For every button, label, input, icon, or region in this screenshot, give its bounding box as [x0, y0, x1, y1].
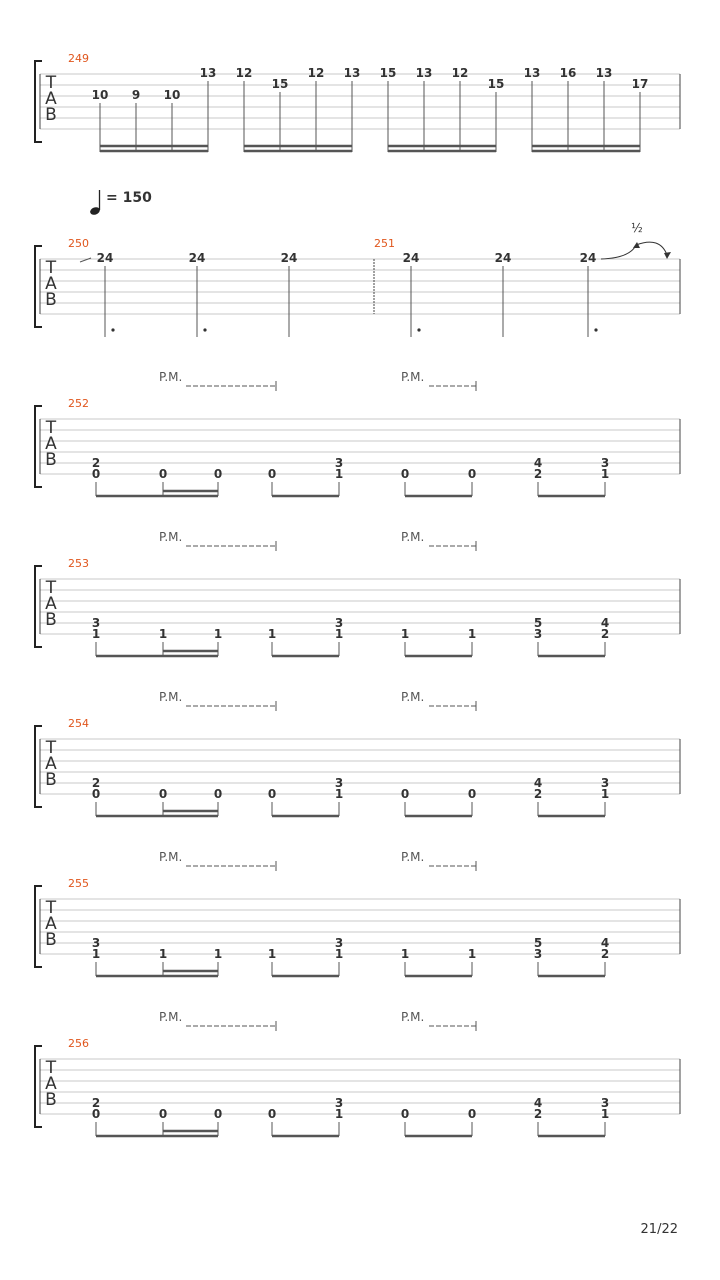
fret-number: 1	[213, 627, 223, 641]
fret-number: 1	[267, 627, 277, 641]
dot	[203, 328, 206, 331]
fret-number: 3	[334, 616, 344, 630]
fret-number: 3	[91, 616, 101, 630]
palm-mute-label: P.M.	[159, 850, 183, 864]
palm-mute-label: P.M.	[159, 690, 183, 704]
fret-number: 1	[91, 627, 101, 641]
fret-number: 0	[467, 787, 477, 801]
system-bracket	[35, 61, 42, 142]
tab-letter: B	[45, 610, 57, 630]
fret-number: 0	[158, 1107, 168, 1121]
fret-number: 0	[91, 467, 101, 481]
tab-letter: A	[45, 914, 57, 934]
bend-arrow	[601, 245, 636, 259]
dot	[417, 328, 420, 331]
fret-number: 9	[131, 88, 141, 102]
fret-number: 24	[280, 251, 298, 265]
fret-number: 24	[188, 251, 206, 265]
system-bracket	[35, 886, 42, 967]
fret-number: 1	[600, 467, 610, 481]
measure-number: 256	[68, 1037, 89, 1050]
fret-number: 24	[579, 251, 597, 265]
tab-letter: T	[45, 73, 57, 93]
tab-letter: T	[45, 898, 57, 918]
arrow-head	[633, 242, 640, 248]
staff-system	[35, 1010, 680, 1136]
fret-number: 1	[400, 627, 410, 641]
fret-number: 3	[533, 627, 543, 641]
fret-number: 1	[91, 947, 101, 961]
fret-number: 1	[467, 947, 477, 961]
fret-number: 3	[334, 776, 344, 790]
tempo-value: = 150	[106, 190, 152, 206]
fret-number: 13	[199, 66, 217, 80]
fret-number: 0	[267, 1107, 277, 1121]
fret-number: 0	[267, 467, 277, 481]
fret-number: 0	[158, 787, 168, 801]
system-bracket	[35, 406, 42, 487]
fret-number: 4	[533, 776, 543, 790]
staff-system	[35, 190, 680, 337]
fret-number: 2	[533, 1107, 543, 1121]
fret-number: 12	[235, 66, 253, 80]
fret-number: 3	[334, 456, 344, 470]
fret-number: 0	[400, 467, 410, 481]
fret-number: 0	[213, 787, 223, 801]
measure-number: 252	[68, 397, 89, 410]
tab-letter: B	[45, 450, 57, 470]
page-number: 21/22	[640, 1222, 678, 1237]
fret-number: 1	[334, 627, 344, 641]
release-arrow	[636, 242, 667, 255]
palm-mute-label: P.M.	[401, 1010, 425, 1024]
tab-letter: T	[45, 258, 57, 278]
fret-number: 1	[467, 627, 477, 641]
fret-number: 3	[600, 1096, 610, 1110]
fret-number: 2	[600, 627, 610, 641]
tab-letter: T	[45, 738, 57, 758]
fret-number: 1	[158, 627, 168, 641]
fret-number: 0	[400, 787, 410, 801]
tab-letter: B	[45, 1090, 57, 1110]
system-bracket	[35, 1046, 42, 1127]
measure-number: 249	[68, 52, 89, 65]
fret-number: 13	[523, 66, 541, 80]
fret-number: 0	[467, 1107, 477, 1121]
palm-mute-label: P.M.	[401, 850, 425, 864]
fret-number: 16	[559, 66, 577, 80]
fret-number: 12	[451, 66, 469, 80]
dot	[111, 328, 114, 331]
staff-system	[35, 52, 680, 152]
fret-number: 3	[334, 1096, 344, 1110]
fret-number: 3	[91, 936, 101, 950]
fret-number: 2	[91, 456, 101, 470]
palm-mute-label: P.M.	[401, 690, 425, 704]
arrow-head	[664, 252, 671, 259]
fret-number: 0	[213, 467, 223, 481]
measure-number: 250	[68, 237, 89, 250]
fret-number: 13	[595, 66, 613, 80]
fret-number: 5	[533, 616, 543, 630]
staff-system	[35, 690, 680, 816]
tab-letter: A	[45, 89, 57, 109]
tab-letter: A	[45, 434, 57, 454]
tab-letter: T	[45, 578, 57, 598]
fret-number: 1	[334, 1107, 344, 1121]
fret-number: 24	[494, 251, 512, 265]
fret-number: 5	[533, 936, 543, 950]
fret-number: 13	[343, 66, 361, 80]
palm-mute-label: P.M.	[159, 530, 183, 544]
fret-number: 0	[267, 787, 277, 801]
fret-number: 2	[533, 787, 543, 801]
tab-letter: B	[45, 290, 57, 310]
palm-mute-label: P.M.	[159, 1010, 183, 1024]
fret-number: 0	[91, 787, 101, 801]
fret-number: 15	[379, 66, 397, 80]
fret-number: 4	[600, 936, 610, 950]
fret-number: 13	[415, 66, 433, 80]
tab-letter: T	[45, 1058, 57, 1078]
fret-number: 0	[158, 467, 168, 481]
system-bracket	[35, 246, 42, 327]
fret-number: 1	[158, 947, 168, 961]
fret-number: 1	[334, 947, 344, 961]
fret-number: 24	[402, 251, 420, 265]
fret-number: 24	[96, 251, 114, 265]
tab-letter: A	[45, 1074, 57, 1094]
fret-number: 0	[400, 1107, 410, 1121]
fret-number: 15	[487, 77, 505, 91]
staff-system	[35, 370, 680, 496]
staff-system	[35, 530, 680, 656]
fret-number: 1	[600, 787, 610, 801]
bend-amount: ½	[631, 221, 643, 235]
fret-number: 0	[91, 1107, 101, 1121]
fret-number: 2	[91, 1096, 101, 1110]
tab-letter: B	[45, 105, 57, 125]
fret-number: 0	[213, 1107, 223, 1121]
fret-number: 3	[334, 936, 344, 950]
fret-number: 3	[533, 947, 543, 961]
system-bracket	[35, 566, 42, 647]
tab-letter: B	[45, 930, 57, 950]
fret-number: 3	[600, 776, 610, 790]
fret-number: 1	[213, 947, 223, 961]
tab-letter: A	[45, 594, 57, 614]
fret-number: 1	[267, 947, 277, 961]
fret-number: 10	[91, 88, 109, 102]
measure-number: 254	[68, 717, 89, 730]
measure-number: 255	[68, 877, 89, 890]
fret-number: 1	[400, 947, 410, 961]
palm-mute-label: P.M.	[401, 370, 425, 384]
tab-letter: A	[45, 274, 57, 294]
fret-number: 17	[631, 77, 649, 91]
tab-letter: B	[45, 770, 57, 790]
fret-number: 12	[307, 66, 325, 80]
fret-number: 10	[163, 88, 181, 102]
tempo-marking	[89, 190, 152, 216]
fret-number: 4	[533, 1096, 543, 1110]
staff-system	[35, 850, 680, 976]
fret-number: 2	[533, 467, 543, 481]
fret-number: 4	[600, 616, 610, 630]
palm-mute-label: P.M.	[159, 370, 183, 384]
fret-number: 2	[91, 776, 101, 790]
dot	[594, 328, 597, 331]
fret-number: 3	[600, 456, 610, 470]
fret-number: 1	[334, 467, 344, 481]
fret-number: 2	[600, 947, 610, 961]
tab-letter: A	[45, 754, 57, 774]
fret-number: 1	[600, 1107, 610, 1121]
fret-number: 4	[533, 456, 543, 470]
fret-number: 0	[467, 467, 477, 481]
tab-letter: T	[45, 418, 57, 438]
fret-number: 15	[271, 77, 289, 91]
system-bracket	[35, 726, 42, 807]
measure-number: 251	[374, 237, 395, 250]
palm-mute-label: P.M.	[401, 530, 425, 544]
fret-number: 1	[334, 787, 344, 801]
measure-number: 253	[68, 557, 89, 570]
